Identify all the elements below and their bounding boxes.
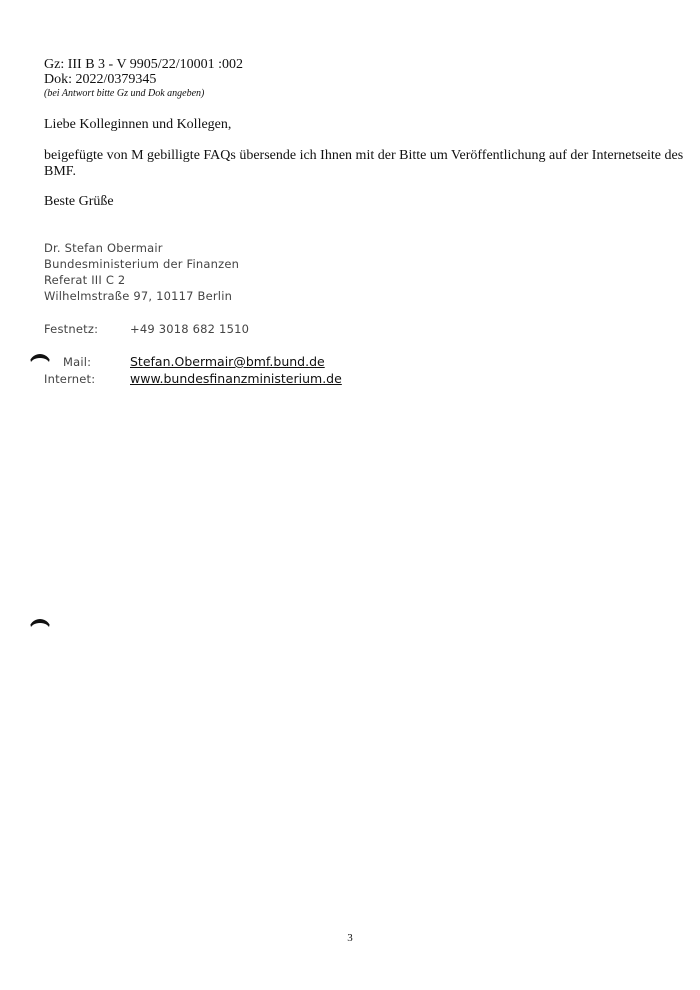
- email-row: [44, 354, 325, 369]
- web-label: Internet:: [44, 372, 96, 386]
- closing: Beste Grüße: [44, 194, 114, 209]
- signature-name: Dr. Stefan Obermair: [44, 241, 163, 255]
- email-label: Mail:: [63, 355, 92, 369]
- greeting: Liebe Kolleginnen und Kollegen,: [44, 117, 232, 132]
- web-row: [44, 371, 342, 386]
- web-link[interactable]: www.bundesfinanzministerium.de: [130, 371, 342, 386]
- punch-hole-mark-top: [29, 354, 51, 376]
- punch-hole-mark-middle: [29, 619, 51, 641]
- phone-label: Festnetz:: [44, 322, 99, 336]
- signature-organization: Bundesministerium der Finanzen: [44, 257, 240, 271]
- page-number: 3: [347, 932, 353, 944]
- dok-reference: Dok: 2022/0379345: [44, 72, 157, 87]
- reference-block: [44, 57, 243, 100]
- reference-note: (bei Antwort bitte Gz und Dok angeben): [44, 88, 205, 99]
- signature-address: Wilhelmstraße 97, 10117 Berlin: [44, 289, 233, 303]
- phone-row: [44, 322, 249, 336]
- phone-value: +49 3018 682 1510: [130, 322, 250, 336]
- signature-block: [44, 240, 239, 304]
- signature-unit: Referat III C 2: [44, 273, 126, 287]
- letter-body: beigefügte von M gebilligte FAQs übersende ich Ihnen mit der Bitte um Veröffentlichung auf der Internetseite des BMF.: [44, 148, 684, 179]
- gz-reference: Gz: III B 3 - V 9905/22/10001 :002: [44, 57, 243, 72]
- email-link[interactable]: Stefan.Obermair@bmf.bund.de: [130, 354, 325, 369]
